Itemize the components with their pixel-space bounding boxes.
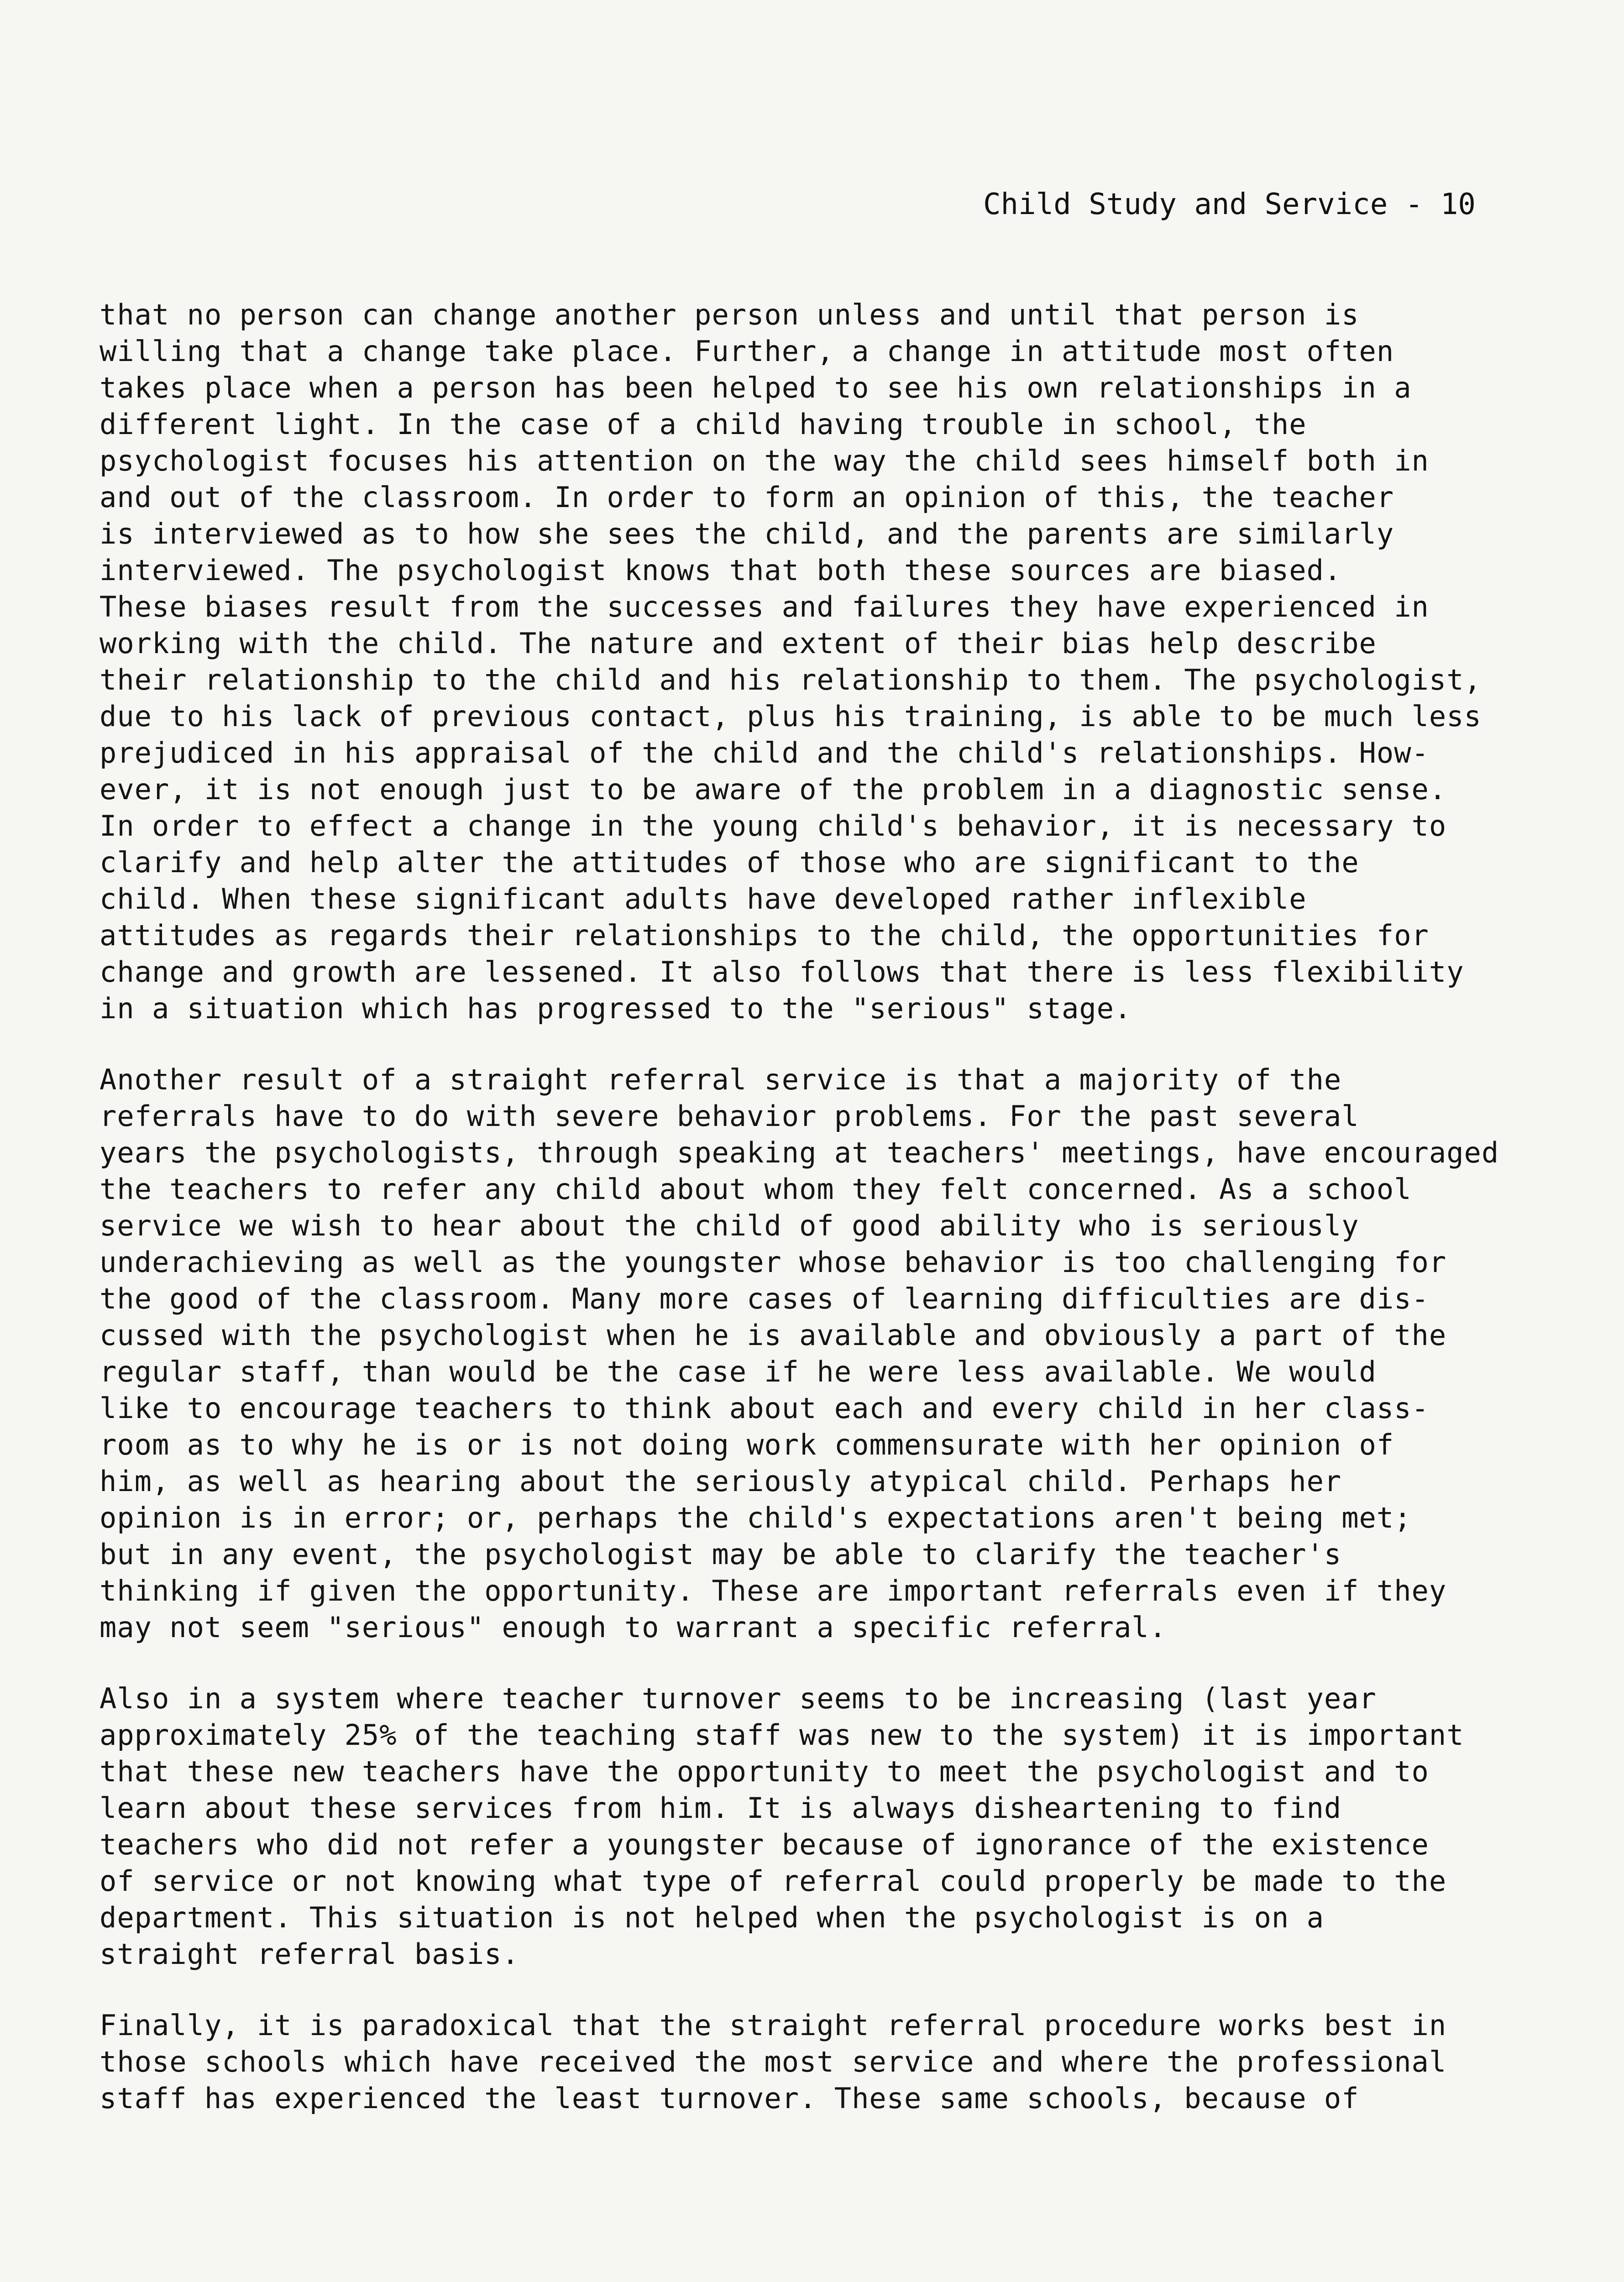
text-line: room as to why he is or is not doing work commensurate with her opinion of [100,1428,1394,1461]
text-line: due to his lack of previous contact, plus his training, is able to be much less [100,700,1482,733]
text-line: takes place when a person has been helped to see his own relationships in a [100,371,1412,404]
text-line: These biases result from the successes and failures they have experienced in [100,590,1429,623]
text-line: Finally, it is paradoxical that the straight referral procedure works best in [100,2009,1447,2042]
text-line: psychologist focuses his attention on the way the child sees himself both in [100,444,1429,477]
paragraph-1 [100,297,1551,1027]
text-line: thinking if given the opportunity. These are important referrals even if they [100,1574,1447,1607]
text-line: opinion is in error; or, perhaps the child's expectations aren't being met; [100,1501,1412,1534]
text-line: is interviewed as to how she sees the child, and the parents are similarly [100,517,1394,550]
paragraph-3 [100,1680,1551,1973]
text-line: attitudes as regards their relationships to the child, the opportunities for [100,919,1429,952]
paragraph-2 [100,1062,1551,1646]
text-line: that no person can change another person unless and until that person is [100,298,1359,331]
text-line: service we wish to hear about the child of good ability who is seriously [100,1209,1359,1242]
text-line: and out of the classroom. In order to form an opinion of this, the teacher [100,481,1394,514]
text-line: In order to effect a change in the young child's behavior, it is necessary to [100,809,1447,843]
text-line: learn about these services from him. It is always disheartening to find [100,1791,1342,1825]
text-line: ever, it is not enough just to be aware of the problem in a diagnostic sense. [100,773,1447,806]
text-line: those schools which have received the most service and where the professional [100,2045,1447,2078]
text-line: staff has experienced the least turnover. These same schools, because of [100,2082,1359,2115]
text-line: approximately 25% of the teaching staff was new to the system) it is important [100,1718,1464,1752]
text-line: interviewed. The psychologist knows that both these sources are biased. [100,554,1342,587]
text-line: straight referral basis. [100,1937,519,1971]
text-line: that these new teachers have the opportunity to meet the psychologist and to [100,1755,1429,1788]
text-line: department. This situation is not helped when the psychologist is on a [100,1901,1324,1934]
text-line: the teachers to refer any child about whom they felt concerned. As a school [100,1172,1412,1206]
paragraph-4 [100,2007,1551,2117]
text-line: teachers who did not refer a youngster because of ignorance of the existence [100,1828,1429,1861]
text-line: willing that a change take place. Further, a change in attitude most often [100,335,1394,368]
text-line: underachieving as well as the youngster whose behavior is too challenging for [100,1246,1447,1279]
body-text [100,297,1551,2151]
text-line: regular staff, than would be the case if he were less available. We would [100,1355,1377,1388]
text-line: clarify and help alter the attitudes of those who are significant to the [100,846,1359,879]
text-line: Also in a system where teacher turnover seems to be increasing (last year [100,1682,1377,1715]
text-line: referrals have to do with severe behavior problems. For the past several [100,1099,1359,1133]
text-line: like to encourage teachers to think about each and every child in her class- [100,1392,1429,1425]
text-line: prejudiced in his appraisal of the child and the child's relationships. How- [100,736,1429,769]
text-line: their relationship to the child and his relationship to them. The psychologist, [100,663,1482,696]
text-line: in a situation which has progressed to the "serious" stage. [100,992,1132,1025]
text-line: of service or not knowing what type of referral could properly be made to the [100,1864,1447,1898]
text-line: working with the child. The nature and extent of their bias help describe [100,627,1377,660]
text-line: child. When these significant adults have developed rather inflexible [100,882,1307,916]
text-line: but in any event, the psychologist may be able to clarify the teacher's [100,1538,1342,1571]
text-line: him, as well as hearing about the seriously atypical child. Perhaps her [100,1465,1342,1498]
running-header: Child Study and Service - 10 [983,188,1476,221]
text-line: cussed with the psychologist when he is available and obviously a part of the [100,1319,1447,1352]
text-line: change and growth are lessened. It also follows that there is less flexibility [100,955,1464,989]
text-line: different light. In the case of a child having trouble in school, the [100,408,1307,441]
text-line: may not seem "serious" enough to warrant a specific referral. [100,1611,1167,1644]
text-line: the good of the classroom. Many more cases of learning difficulties are dis- [100,1282,1429,1315]
text-line: Another result of a straight referral service is that a majority of the [100,1063,1342,1096]
text-line: years the psychologists, through speaking at teachers' meetings, have encouraged [100,1136,1499,1169]
